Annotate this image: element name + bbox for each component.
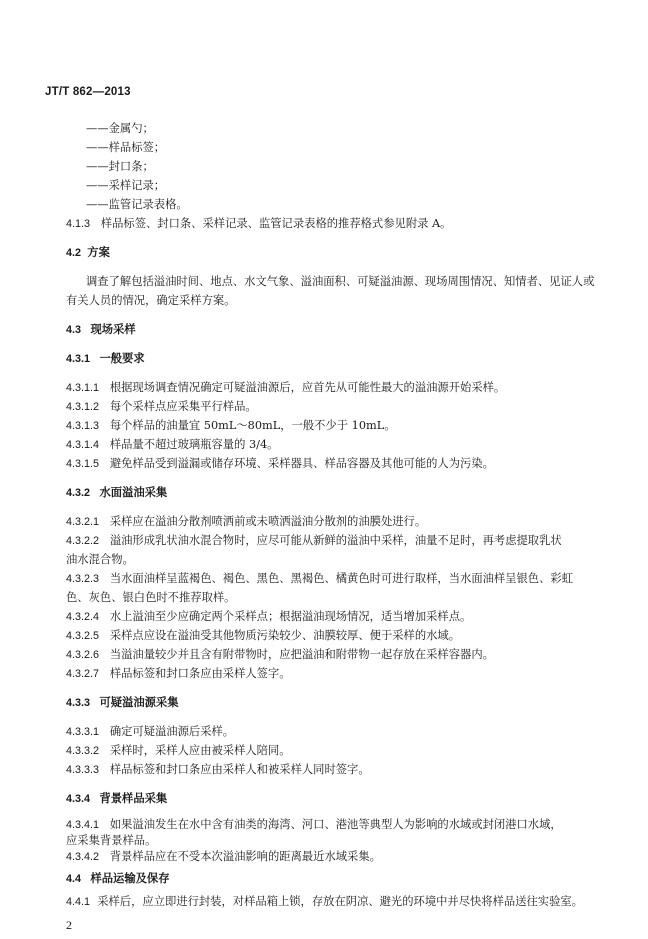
clause-continuation: 油水混合物。 [66,553,134,566]
list-item: ——样品标签； [86,141,166,154]
clause-line: 4.4.1 采样后，应立即进行封装，对样品箱上锁，存放在阴凉、避光的环境中并尽快将样品送往实验室。 [66,895,583,908]
paragraph-line: 有关人员的情况，确定采样方案。 [66,294,236,307]
subsection-heading: 4.3.3 可疑溢油源采集 [66,697,179,709]
clause-line: 4.3.3.1 确定可疑溢油源后采样。 [66,725,235,738]
clause-line: 4.3.1.3 每个样品的油量宜 50mL～80mL，一般不少于 10mL。 [66,419,396,432]
clause-continuation: 应采集背景样品。 [66,834,157,847]
page-number: 2 [66,918,72,932]
clause-line: 4.3.3.3 样品标签和封口条应由采样人和被采样人同时签字。 [66,763,370,776]
section-heading: 4.3 现场采样 [66,324,136,336]
clause-line: 4.3.3.2 采样时，采样人应由被采样人陪同。 [66,744,291,757]
clause-line: 4.3.2.5 采样点应设在溢油受其他物质污染较少、油膜较厚、便于采样的水域。 [66,629,461,642]
clause-line: 4.3.2.4 水上溢油至少应确定两个采样点；根据溢油现场情况，适当增加采样点。 [66,610,472,623]
list-item: ——采样记录； [86,179,166,192]
section-heading: 4.2 方案 [66,247,110,259]
clause-line: 4.3.1.4 样品量不超过玻璃瓶容量的 3/4。 [66,438,279,451]
clause-4-1-3: 4.1.3 样品标签、封口条、采样记录、监管记录表格的推荐格式参见附录 A。 [66,217,452,230]
clause-line: 4.3.2.3 当水面油样呈蓝褐色、褐色、黑色、黑褐色、橘黄色时可进行取样，当水面油样呈银色、彩虹 [66,572,573,585]
clause-line: 4.3.1.2 每个采样点应采集平行样品。 [66,400,257,413]
clause-continuation: 色、灰色、银白色时不推荐取样。 [66,591,236,604]
standard-code-header: JT/T 862—2013 [45,86,131,98]
clause-line: 4.3.2.2 溢油形成乳状油水混合物时，应尽可能从新鲜的溢油中采样，油量不足时，再考虑提取乳状 [66,534,562,547]
clause-line: 4.3.4.2 背景样品应在不受本次溢油影响的距离最近水域采集。 [66,850,381,863]
list-item: ——监管记录表格。 [86,198,188,211]
subsection-heading: 4.3.2 水面溢油采集 [66,487,168,499]
clause-line: 4.3.4.1 如果溢油发生在水中含有油类的海湾、河口、港池等典型人为影响的水域或封闭港口水域， [66,818,562,831]
clause-line: 4.3.1.1 根据现场调查情况确定可疑溢油源后，应首先从可能性最大的溢油源开始采样。 [66,381,506,394]
list-item: ——封口条； [86,160,154,173]
subsection-heading: 4.3.1 一般要求 [66,353,145,365]
paragraph-line: 调查了解包括溢油时间、地点、水文气象、溢油面积、可疑溢油源、现场周围情况、知情者、见证人或 [86,275,595,288]
clause-line: 4.3.2.7 样品标签和封口条应由采样人签字。 [66,667,291,680]
clause-line: 4.3.2.6 当溢油量较少并且含有附带物时，应把溢油和附带物一起存放在采样容器内。 [66,648,494,661]
clause-line: 4.3.2.1 采样应在溢油分散剂喷洒前或未喷洒溢油分散剂的油膜处进行。 [66,515,427,528]
list-item: ——金属勺； [86,122,154,135]
section-heading: 4.4 样品运输及保存 [66,873,170,885]
clause-line: 4.3.1.5 避免样品受到溢漏或储存环境、采样器具、样品容器及其他可能的人为污染。 [66,457,494,470]
subsection-heading: 4.3.4 背景样品采集 [66,793,168,805]
